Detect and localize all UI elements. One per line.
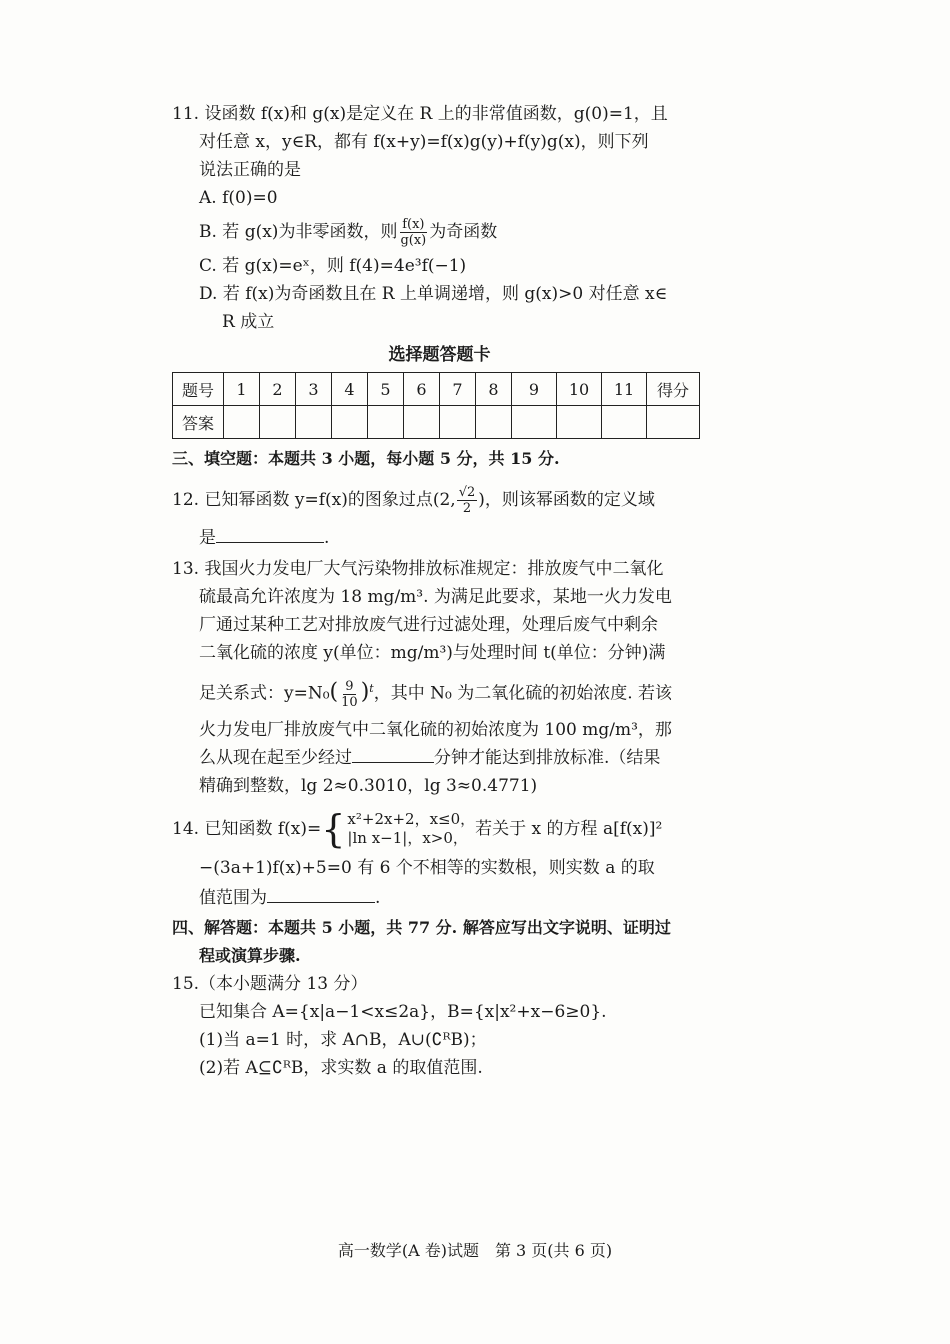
answer-cell[interactable] (260, 406, 296, 439)
answer-card-number: 1 (224, 373, 260, 406)
q13-line5 (172, 667, 707, 716)
q13-line5-post: ，其中 N₀ 为二氧化硫的初始浓度. 若该 (373, 683, 673, 704)
answer-card-title: 选择题答题卡 (388, 345, 491, 365)
answer-cell[interactable] (440, 406, 476, 439)
q12-denominator: 2 (462, 501, 472, 516)
q14-answer-blank[interactable] (267, 886, 375, 903)
answer-card-number: 4 (332, 373, 368, 406)
q13-answer-blank[interactable] (352, 746, 434, 763)
q13-paren-close: ) (360, 679, 370, 705)
answer-card-score-label: 得分 (647, 373, 700, 406)
q12-post: ，则该幂函数的定义域 (484, 490, 655, 510)
q11-option-b-denominator: g(x) (400, 233, 427, 248)
question-12 (172, 479, 707, 555)
page-footer: 高一数学(A 卷)试题 第 3 页(共 6 页) (337, 1241, 613, 1260)
answer-cell[interactable] (602, 406, 647, 439)
q12-point-open: (2, (432, 490, 456, 510)
q14-piecewise (321, 806, 476, 851)
question-14 (172, 806, 707, 912)
q13-line4: 二氧化硫的浓度 y(单位：mg/m³)与处理时间 t(单位：分钟)满 (199, 643, 666, 663)
q11-option-d-line2: R 成立 (222, 312, 275, 332)
q11-option-b-pre: B. 若 g(x)为非零函数，则 (199, 222, 398, 242)
question-13 (172, 555, 707, 800)
q13-numerator: 9 (345, 678, 354, 694)
exam-page (172, 100, 707, 1082)
answer-card-number: 2 (260, 373, 296, 406)
q11-option-d-line1: D. 若 f(x)为奇函数且在 R 上单调递增，则 g(x)>0 对任意 x∈ (199, 284, 668, 304)
q14-line1 (172, 806, 707, 852)
section-3-heading: 三、填空题：本题共 3 小题，每小题 5 分，共 15 分. (172, 449, 560, 468)
q14-line3-pre: 值范围为 (199, 887, 267, 908)
q15-title: 15.（本小题满分 13 分） (172, 973, 368, 994)
q11-option-a: A. f(0)=0 (199, 188, 278, 208)
q12-point-close: ) (478, 490, 485, 510)
q12-numerator: √2 (458, 485, 476, 500)
q11-stem-line3: 说法正确的是 (199, 160, 301, 180)
answer-cell[interactable] (557, 406, 602, 439)
q13-line5-pre: 足关系式：y=N₀ (199, 683, 330, 704)
answer-card-header-label: 题号 (173, 373, 224, 406)
q14-cases (347, 810, 475, 848)
answer-card-answer-label: 答案 (173, 406, 224, 439)
q13-line7 (172, 744, 707, 772)
answer-card-number: 11 (602, 373, 647, 406)
answer-cell[interactable] (512, 406, 557, 439)
answer-cell[interactable] (224, 406, 260, 439)
score-cell[interactable] (647, 406, 700, 439)
q11-stem-line2: 对任意 x，y∈R，都有 f(x+y)=f(x)g(y)+f(y)g(x)，则下列 (199, 132, 649, 152)
answer-card-number: 10 (557, 373, 602, 406)
q12-pre: 12. 已知幂函数 y=f(x)的图象过点 (172, 490, 433, 510)
answer-card-number: 3 (296, 373, 332, 406)
answer-card-answer-row (173, 406, 700, 439)
answer-cell[interactable] (368, 406, 404, 439)
q11-option-b (172, 212, 707, 252)
answer-card-number: 8 (476, 373, 512, 406)
q13-line7-pre: 么从现在起至少经过 (199, 747, 352, 768)
q13-line8: 精确到整数，lg 2≈0.3010，lg 3≈0.4771) (199, 775, 538, 796)
answer-cell[interactable] (332, 406, 368, 439)
answer-card-number: 6 (404, 373, 440, 406)
answer-card-number: 5 (368, 373, 404, 406)
section-4-heading-line1: 四、解答题：本题共 5 小题，共 77 分. 解答应写出文字说明、证明过 (172, 917, 671, 937)
q12-line2 (172, 521, 707, 555)
q14-line3-post: . (375, 887, 381, 908)
q12-line2-pre: 是 (199, 528, 216, 548)
answer-card-table (172, 372, 700, 439)
q14-brace: { (321, 806, 346, 851)
q13-denominator: 10 (341, 694, 358, 710)
q15-part2: (2)若 A⊆∁ᴿB，求实数 a 的取值范围. (199, 1057, 483, 1078)
q13-paren-open: ( (329, 679, 339, 705)
q14-case2: |ln x−1|，x>0， (347, 828, 468, 847)
q15-line1: 已知集合 A={x|a−1<x≤2a}，B={x|x²+x−6≥0}. (199, 1001, 607, 1022)
q14-pre: 14. 已知函数 f(x)= (172, 818, 322, 839)
answer-card-number: 7 (440, 373, 476, 406)
q14-line2: −(3a+1)f(x)+5=0 有 6 个不相等的实数根，则实数 a 的取 (199, 857, 655, 878)
answer-card-header-row (173, 373, 700, 406)
question-11 (172, 100, 707, 336)
section-4-heading-line2: 程或演算步骤. (199, 945, 301, 965)
q11-option-b-numerator: f(x) (402, 217, 425, 232)
q11-option-b-post: 为奇函数 (429, 222, 498, 242)
q15-part1: (1)当 a=1 时，求 A∩B，A∪(∁ᴿB)； (199, 1029, 487, 1050)
q13-line2: 硫最高允许浓度为 18 mg/m³. 为满足此要求，某地一火力发电 (199, 587, 672, 607)
q12-line2-post: . (324, 528, 330, 548)
q12-answer-blank[interactable] (216, 526, 324, 543)
q13-line3: 厂通过某种工艺对排放废气进行过滤处理，处理后废气中剩余 (199, 615, 658, 635)
q12-line1 (172, 479, 707, 521)
answer-cell[interactable] (404, 406, 440, 439)
q13-line1: 13. 我国火力发电厂大气污染物排放标准规定：排放废气中二氧化 (172, 559, 664, 579)
answer-cell[interactable] (476, 406, 512, 439)
q14-line3 (172, 884, 707, 912)
answer-card-number: 9 (512, 373, 557, 406)
q11-option-b-fraction (398, 217, 428, 248)
q11-option-c: C. 若 g(x)=eˣ，则 f(4)=4e³f(−1) (199, 256, 467, 276)
q13-line7-post: 分钟才能达到排放标准.（结果 (434, 747, 661, 768)
q14-post: 若关于 x 的方程 a[f(x)]² (475, 818, 663, 839)
q13-fraction (339, 679, 360, 710)
q13-exponent: t (369, 682, 374, 695)
q14-case1: x²+2x+2，x≤0， (347, 809, 476, 828)
answer-cell[interactable] (296, 406, 332, 439)
question-15 (172, 970, 707, 1082)
q11-stem-line1: 11. 设函数 f(x)和 g(x)是定义在 R 上的非常值函数，g(0)=1，且 (172, 104, 668, 124)
q13-line6: 火力发电厂排放废气中二氧化硫的初始浓度为 100 mg/m³，那 (199, 719, 672, 740)
q12-fraction (457, 485, 478, 516)
